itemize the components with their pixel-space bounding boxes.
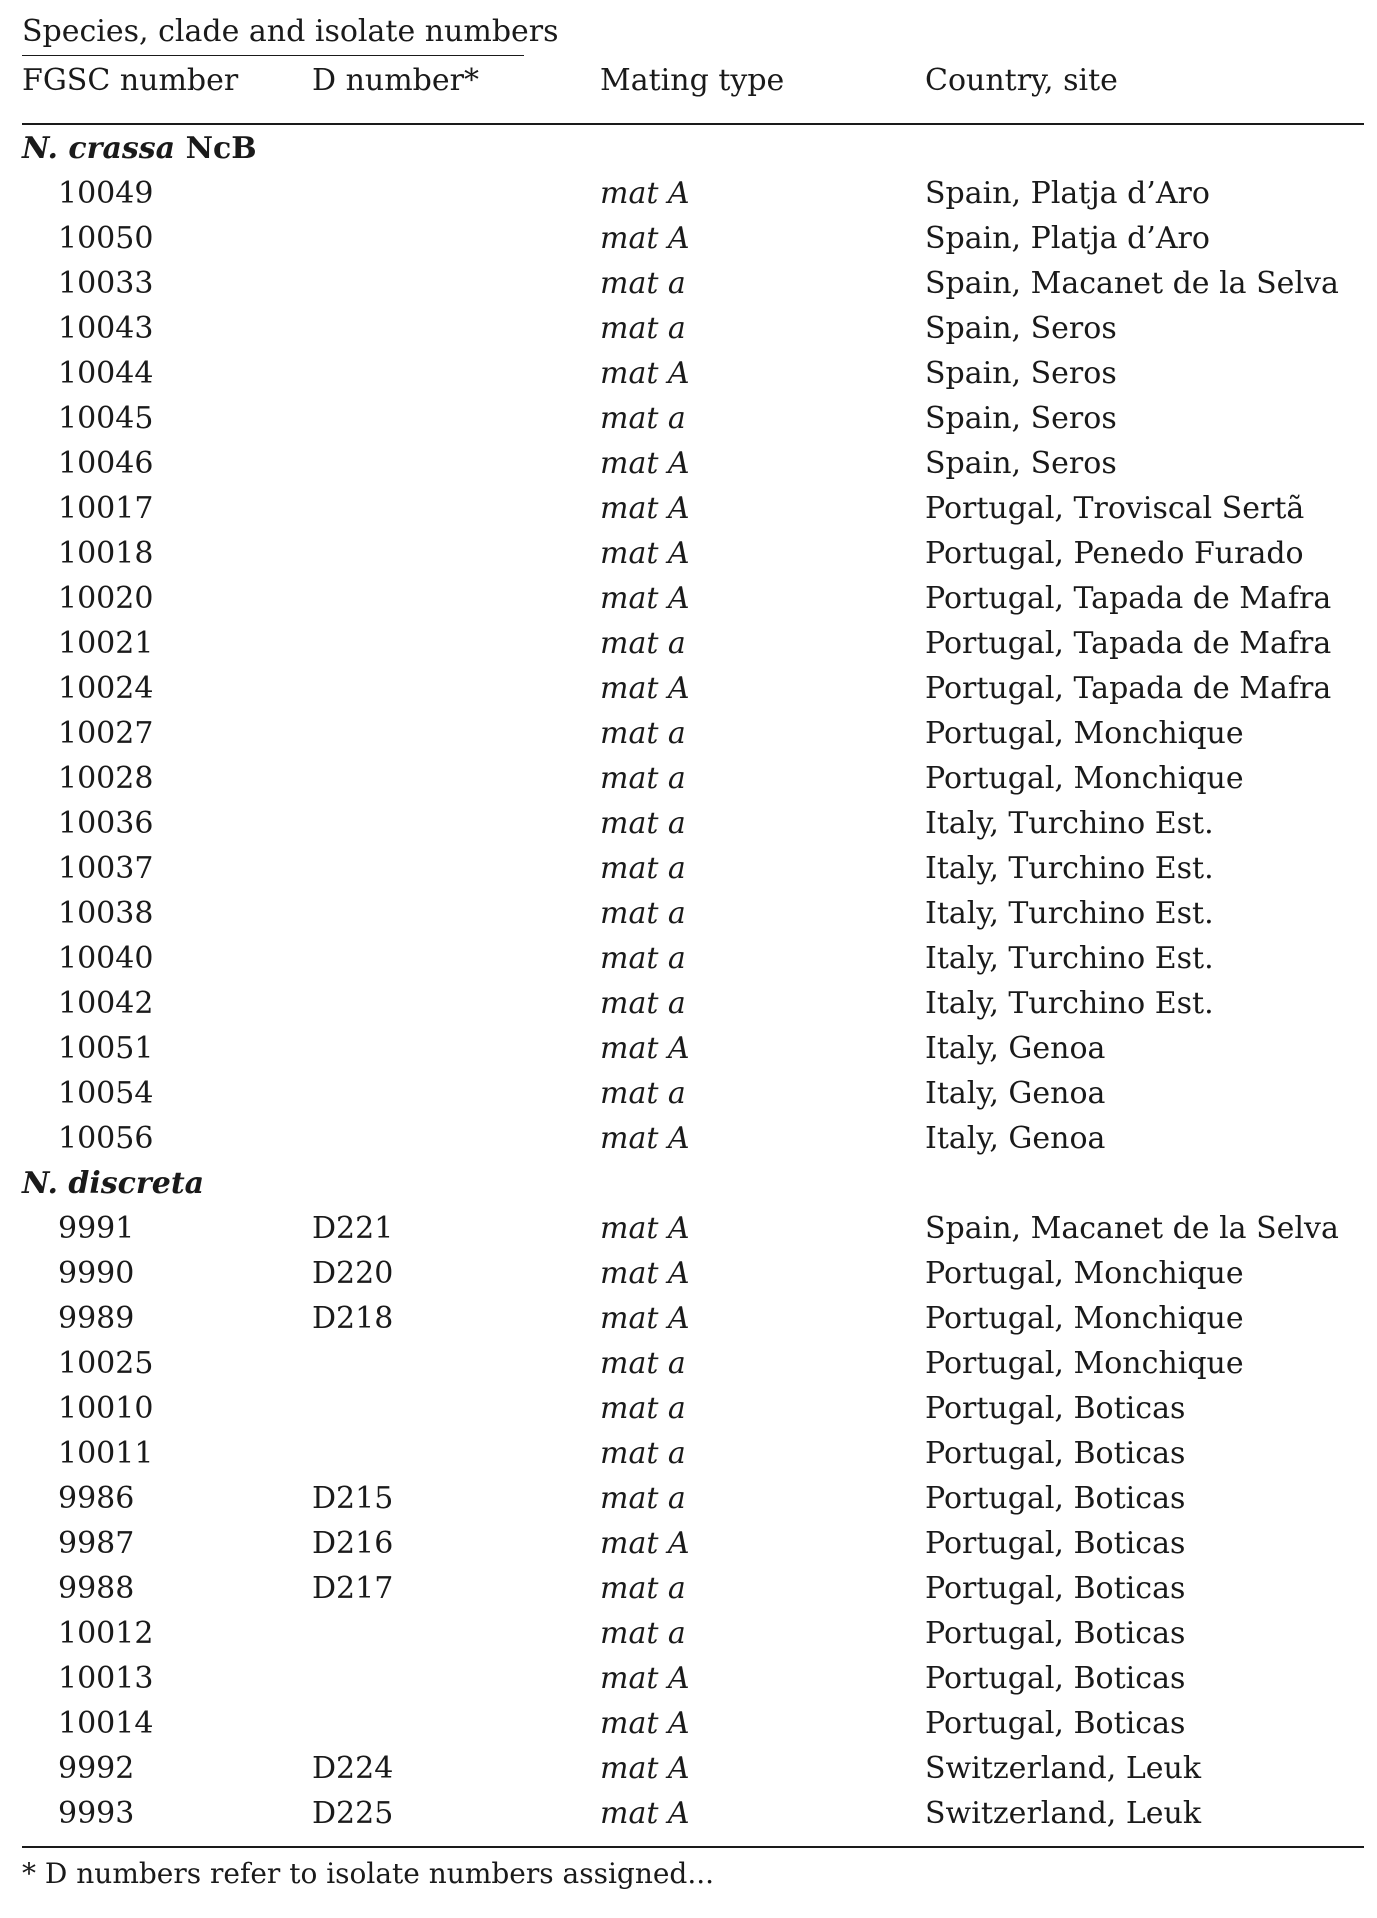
- mating-type-cell: mat a: [600, 1436, 686, 1471]
- table-row: [22, 846, 1372, 891]
- d-number-cell: D218: [312, 1301, 394, 1336]
- mating-type-cell: mat A: [600, 536, 690, 571]
- fgsc-number-cell: 10046: [58, 446, 154, 481]
- country-site-cell: Portugal, Troviscal Sertã: [925, 491, 1305, 526]
- fgsc-number-cell: 9986: [58, 1481, 135, 1516]
- fgsc-number-cell: 9991: [58, 1211, 135, 1246]
- table-row: [22, 441, 1372, 486]
- species-name: N. crassa: [22, 131, 176, 166]
- country-site-cell: Portugal, Boticas: [925, 1526, 1186, 1561]
- country-site-cell: Portugal, Boticas: [925, 1391, 1186, 1426]
- d-number-cell: D221: [312, 1211, 394, 1246]
- bottom-rule: [22, 1846, 1364, 1848]
- mating-type-cell: mat a: [600, 266, 686, 301]
- table-header: [22, 0, 1372, 126]
- d-number-cell: D215: [312, 1481, 394, 1516]
- table-row: [22, 1701, 1372, 1746]
- fgsc-number-cell: 10010: [58, 1391, 154, 1426]
- mating-type-cell: mat A: [600, 1796, 690, 1831]
- table-row: [22, 756, 1372, 801]
- table-row: [22, 531, 1372, 576]
- fgsc-number-cell: 10056: [58, 1121, 154, 1156]
- isolate-table: [22, 0, 1372, 1892]
- table-row: [22, 1026, 1372, 1071]
- fgsc-number-cell: 10038: [58, 896, 154, 931]
- fgsc-number-cell: 10045: [58, 401, 154, 436]
- country-site-cell: Italy, Turchino Est.: [925, 986, 1214, 1021]
- table-row: [22, 1341, 1372, 1386]
- mating-type-cell: mat A: [600, 176, 690, 211]
- fgsc-number-cell: 10040: [58, 941, 154, 976]
- fgsc-number-cell: 9987: [58, 1526, 135, 1561]
- country-site-cell: Spain, Platja d’Aro: [925, 221, 1210, 256]
- mating-type-cell: mat A: [600, 446, 690, 481]
- country-site-cell: Italy, Turchino Est.: [925, 851, 1214, 886]
- country-site-cell: Portugal, Penedo Furado: [925, 536, 1304, 571]
- fgsc-number-cell: 9989: [58, 1301, 135, 1336]
- country-site-cell: Italy, Turchino Est.: [925, 896, 1214, 931]
- fgsc-number-cell: 10050: [58, 221, 154, 256]
- country-site-cell: Portugal, Tapada de Mafra: [925, 671, 1332, 706]
- column-header-fgsc: FGSC number: [22, 63, 239, 98]
- table-row: [22, 1746, 1372, 1791]
- table-row: [22, 1656, 1372, 1701]
- column-header-d-number: D number*: [312, 63, 479, 98]
- fgsc-number-cell: 10037: [58, 851, 154, 886]
- fgsc-number-cell: 10049: [58, 176, 154, 211]
- mating-type-cell: mat A: [600, 356, 690, 391]
- mating-type-cell: mat a: [600, 806, 686, 841]
- country-site-cell: Portugal, Monchique: [925, 761, 1244, 796]
- mating-type-cell: mat A: [600, 671, 690, 706]
- fgsc-number-cell: 10054: [58, 1076, 154, 1111]
- mating-type-cell: mat A: [600, 1301, 690, 1336]
- table-row: [22, 1251, 1372, 1296]
- table-footnote: * D numbers refer to isolate numbers assigned...: [22, 1857, 715, 1890]
- table-row: [22, 1431, 1372, 1476]
- mating-type-cell: mat A: [600, 1211, 690, 1246]
- table-row: [22, 306, 1372, 351]
- mating-type-cell: mat A: [600, 1706, 690, 1741]
- table-row: [22, 621, 1372, 666]
- mating-type-cell: mat a: [600, 311, 686, 346]
- country-site-cell: Italy, Turchino Est.: [925, 941, 1214, 976]
- mating-type-cell: mat A: [600, 1751, 690, 1786]
- fgsc-number-cell: 10036: [58, 806, 154, 841]
- fgsc-number-cell: 9988: [58, 1571, 135, 1606]
- table-row: [22, 171, 1372, 216]
- group-header-rule: [22, 55, 524, 56]
- country-site-cell: Portugal, Tapada de Mafra: [925, 581, 1332, 616]
- table-row: [22, 1206, 1372, 1251]
- country-site-cell: Portugal, Monchique: [925, 1256, 1244, 1291]
- country-site-cell: Spain, Macanet de la Selva: [925, 266, 1339, 301]
- column-header-country-site: Country, site: [925, 63, 1118, 98]
- fgsc-number-cell: 10051: [58, 1031, 154, 1066]
- mating-type-cell: mat a: [600, 896, 686, 931]
- table-row: [22, 801, 1372, 846]
- table-row: [22, 981, 1372, 1026]
- country-site-cell: Portugal, Monchique: [925, 716, 1244, 751]
- mating-type-cell: mat a: [600, 851, 686, 886]
- country-site-cell: Switzerland, Leuk: [925, 1751, 1202, 1786]
- country-site-cell: Spain, Seros: [925, 356, 1117, 391]
- table-row: [22, 1521, 1372, 1566]
- table-row: [22, 576, 1372, 621]
- table-row: [22, 486, 1372, 531]
- fgsc-number-cell: 10020: [58, 581, 154, 616]
- table-row: [22, 1791, 1372, 1836]
- table-row: [22, 666, 1372, 711]
- fgsc-number-cell: 10024: [58, 671, 154, 706]
- table-row: [22, 351, 1372, 396]
- mating-type-cell: mat a: [600, 986, 686, 1021]
- country-site-cell: Spain, Seros: [925, 446, 1117, 481]
- country-site-cell: Portugal, Monchique: [925, 1346, 1244, 1381]
- fgsc-number-cell: 10017: [58, 491, 154, 526]
- country-site-cell: Italy, Turchino Est.: [925, 806, 1214, 841]
- table-row: [22, 1386, 1372, 1431]
- table-row: [22, 936, 1372, 981]
- table-row: [22, 711, 1372, 756]
- fgsc-number-cell: 10021: [58, 626, 154, 661]
- d-number-cell: D225: [312, 1796, 394, 1831]
- fgsc-number-cell: 10027: [58, 716, 154, 751]
- country-site-cell: Spain, Seros: [925, 401, 1117, 436]
- d-number-cell: D216: [312, 1526, 394, 1561]
- table-row: [22, 1296, 1372, 1341]
- fgsc-number-cell: 10025: [58, 1346, 154, 1381]
- country-site-cell: Switzerland, Leuk: [925, 1796, 1202, 1831]
- mating-type-cell: mat A: [600, 1526, 690, 1561]
- table-row: [22, 1071, 1372, 1116]
- d-number-cell: D224: [312, 1751, 394, 1786]
- fgsc-number-cell: 9992: [58, 1751, 135, 1786]
- table-row: [22, 216, 1372, 261]
- table-body: [22, 126, 1372, 1836]
- table-row: [22, 261, 1372, 306]
- mating-type-cell: mat A: [600, 1256, 690, 1291]
- country-site-cell: Italy, Genoa: [925, 1121, 1106, 1156]
- mating-type-cell: mat a: [600, 716, 686, 751]
- fgsc-number-cell: 10013: [58, 1661, 154, 1696]
- country-site-cell: Portugal, Boticas: [925, 1616, 1186, 1651]
- mating-type-cell: mat A: [600, 1121, 690, 1156]
- species-name: N. discreta: [22, 1166, 205, 1201]
- country-site-cell: Portugal, Boticas: [925, 1436, 1186, 1471]
- fgsc-number-cell: 9993: [58, 1796, 135, 1831]
- mating-type-cell: mat a: [600, 1346, 686, 1381]
- fgsc-number-cell: 10043: [58, 311, 154, 346]
- section-header-row: [22, 126, 1372, 171]
- table-row: [22, 1476, 1372, 1521]
- mating-type-cell: mat A: [600, 1661, 690, 1696]
- fgsc-number-cell: 9990: [58, 1256, 135, 1291]
- mating-type-cell: mat a: [600, 1616, 686, 1651]
- country-site-cell: Spain, Platja d’Aro: [925, 176, 1210, 211]
- mating-type-cell: mat a: [600, 761, 686, 796]
- mating-type-cell: mat a: [600, 1481, 686, 1516]
- table-row: [22, 891, 1372, 936]
- mating-type-cell: mat A: [600, 1031, 690, 1066]
- country-site-cell: Spain, Macanet de la Selva: [925, 1211, 1339, 1246]
- mating-type-cell: mat a: [600, 1391, 686, 1426]
- fgsc-number-cell: 10028: [58, 761, 154, 796]
- fgsc-number-cell: 10012: [58, 1616, 154, 1651]
- mating-type-cell: mat a: [600, 1571, 686, 1606]
- table-row: [22, 1566, 1372, 1611]
- mating-type-cell: mat A: [600, 581, 690, 616]
- country-site-cell: Portugal, Boticas: [925, 1571, 1186, 1606]
- fgsc-number-cell: 10011: [58, 1436, 154, 1471]
- mating-type-cell: mat a: [600, 626, 686, 661]
- table-row: [22, 1611, 1372, 1656]
- fgsc-number-cell: 10014: [58, 1706, 154, 1741]
- country-site-cell: Portugal, Boticas: [925, 1481, 1186, 1516]
- fgsc-number-cell: 10033: [58, 266, 154, 301]
- fgsc-number-cell: 10042: [58, 986, 154, 1021]
- section-header-row: [22, 1161, 1372, 1206]
- column-header-mating-type: Mating type: [600, 63, 785, 98]
- d-number-cell: D217: [312, 1571, 394, 1606]
- mating-type-cell: mat a: [600, 401, 686, 436]
- d-number-cell: D220: [312, 1256, 394, 1291]
- fgsc-number-cell: 10044: [58, 356, 154, 391]
- clade-name: NcB: [185, 131, 257, 166]
- header-rule: [22, 123, 1364, 125]
- country-site-cell: Portugal, Boticas: [925, 1661, 1186, 1696]
- mating-type-cell: mat a: [600, 941, 686, 976]
- country-site-cell: Spain, Seros: [925, 311, 1117, 346]
- country-site-cell: Italy, Genoa: [925, 1031, 1106, 1066]
- country-site-cell: Portugal, Tapada de Mafra: [925, 626, 1332, 661]
- country-site-cell: Italy, Genoa: [925, 1076, 1106, 1111]
- country-site-cell: Portugal, Boticas: [925, 1706, 1186, 1741]
- mating-type-cell: mat A: [600, 491, 690, 526]
- group-header-label: Species, clade and isolate numbers: [22, 14, 559, 49]
- mating-type-cell: mat a: [600, 1076, 686, 1111]
- mating-type-cell: mat A: [600, 221, 690, 256]
- fgsc-number-cell: 10018: [58, 536, 154, 571]
- table-row: [22, 396, 1372, 441]
- country-site-cell: Portugal, Monchique: [925, 1301, 1244, 1336]
- table-row: [22, 1116, 1372, 1161]
